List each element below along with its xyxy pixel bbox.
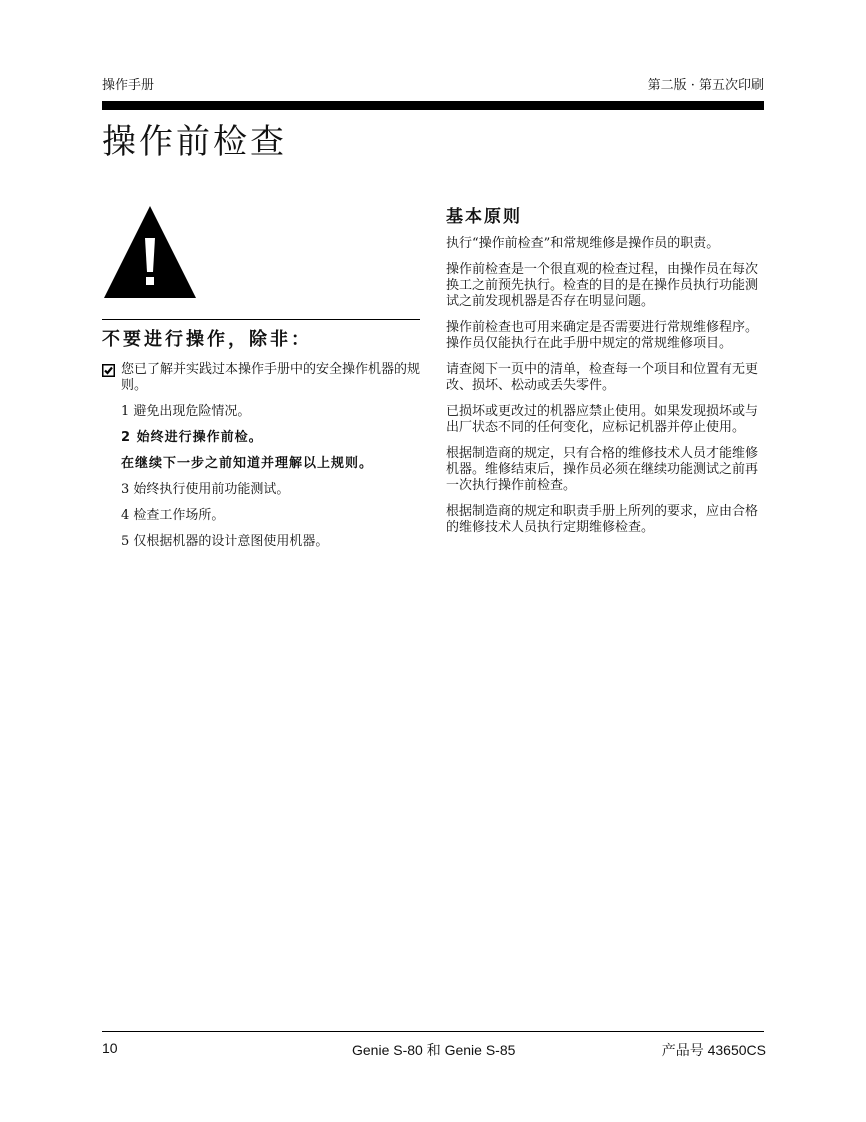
rule-item: 4 检查工作场所。 xyxy=(121,508,225,523)
footer-part-number: 产品号 43650CS xyxy=(661,1042,766,1058)
rule-emphasis: 在继续下一步之前知道并理解以上规则。 xyxy=(121,456,374,471)
checklist-item xyxy=(102,362,422,394)
paragraph: 请查阅下一页中的清单，检查每一个项目和位置有无更改、损坏、松动或丢失零件。 xyxy=(446,362,759,393)
header-rule xyxy=(102,101,764,110)
paragraph: 根据制造商的规定和职责手册上所列的要求，应由合格的维修技术人员执行定期维修检查。 xyxy=(446,504,759,535)
fundamentals-heading: 基本原则 xyxy=(446,207,522,227)
paragraph: 已损坏或更改过的机器应禁止使用。如果发现损坏或与出厂状态不同的任何变化，应标记机器并停止使用。 xyxy=(446,404,759,435)
paragraph: 操作前检查也可用来确定是否需要进行常规维修程序。操作员仅能执行在此手册中规定的常规维修项目。 xyxy=(446,320,759,351)
paragraph: 操作前检查是一个很直观的检查过程，由操作员在每次换工之前预先执行。检查的目的是在操作员执行功能测试之前发现机器是否存在明显问题。 xyxy=(446,262,759,309)
page-number: 10 xyxy=(102,1040,118,1056)
checklist-item-text: 您已了解并实践过本操作手册中的安全操作机器的规则。 xyxy=(121,362,421,393)
page-title: 操作前检查 xyxy=(102,122,287,162)
safety-checklist xyxy=(102,362,422,550)
rule-item: 2 始终进行操作前检。 xyxy=(121,430,263,445)
header-edition: 第二版 · 第五次印刷 xyxy=(647,78,764,93)
footer-model: Genie S-80 和 Genie S-85 xyxy=(352,1042,516,1058)
paragraph: 执行“操作前检查”和常规维修是操作员的职责。 xyxy=(446,236,720,251)
rule-item: 5 仅根据机器的设计意图使用机器。 xyxy=(121,534,329,549)
fundamentals-body xyxy=(446,236,766,546)
footer-rule xyxy=(102,1031,764,1032)
paragraph: 根据制造商的规定，只有合格的维修技术人员才能维修机器。维修结束后，操作员必须在继续功能测试之前再一次执行操作前检查。 xyxy=(446,446,759,493)
header-manual-title: 操作手册 xyxy=(102,78,155,93)
rule-item: 3 始终执行使用前功能测试。 xyxy=(121,482,290,497)
checkbox-checked-icon xyxy=(102,364,115,377)
rule-item: 1 避免出现危险情况。 xyxy=(121,404,251,419)
warning-icon xyxy=(102,204,198,300)
section-divider xyxy=(102,319,420,320)
do-not-operate-heading: 不要进行操作，除非： xyxy=(102,329,312,350)
